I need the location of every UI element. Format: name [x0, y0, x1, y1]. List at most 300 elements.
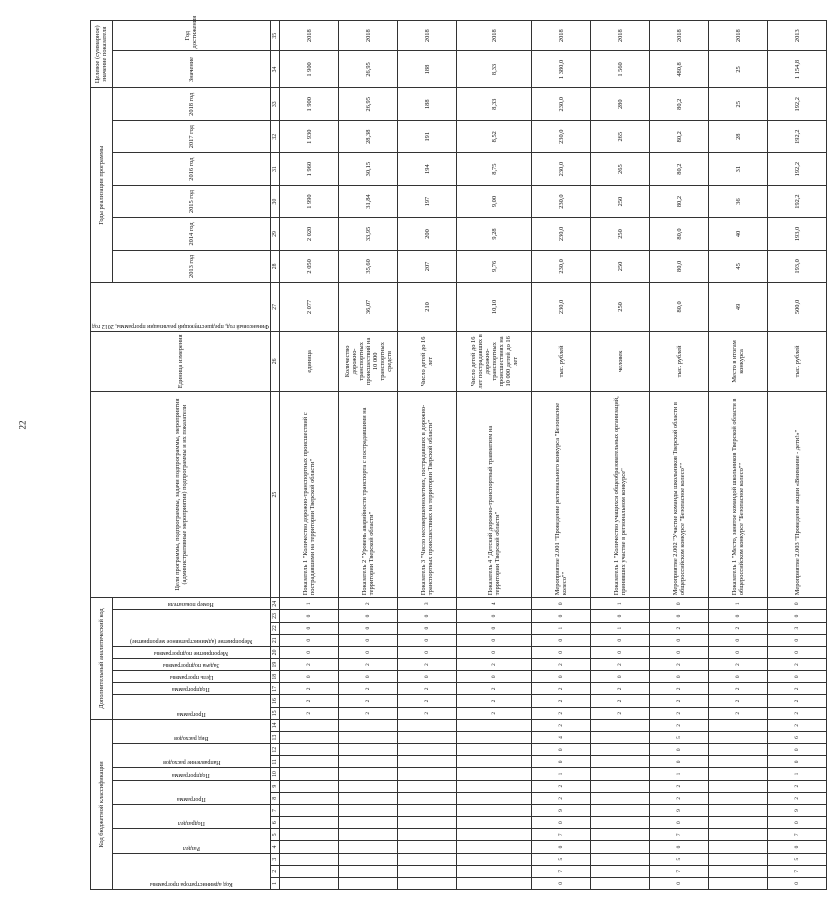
code-digit: 1 [532, 768, 591, 780]
row-year-value: 80,2 [650, 121, 709, 153]
code-digit [709, 792, 768, 804]
table-row [339, 21, 398, 890]
code-digit: 0 [650, 598, 709, 610]
row-year-value: 192,2 [768, 121, 827, 153]
header-years: Годы реализации программы [91, 88, 113, 283]
code-digit [591, 756, 650, 768]
code-digit: 0 [709, 610, 768, 622]
column-number: 7 [271, 804, 280, 816]
code-digit [457, 744, 532, 756]
row-unit: единица [280, 331, 339, 391]
code-digit [591, 877, 650, 889]
header-admin-measure: Мероприятие (административное мероприятие) [130, 637, 253, 644]
column-number: 11 [271, 756, 280, 768]
row-target-year: 2018 [709, 21, 768, 51]
code-digit [457, 853, 532, 865]
column-number: 13 [271, 731, 280, 743]
row-year-value: 197 [398, 185, 457, 217]
code-digit [339, 865, 398, 877]
code-digit: 2 [768, 707, 827, 719]
code-digit [339, 744, 398, 756]
column-number: 20 [271, 646, 280, 658]
code-digit: 2 [650, 719, 709, 731]
code-digit: 2 [457, 707, 532, 719]
code-digit: 0 [398, 646, 457, 658]
code-digit: 0 [280, 634, 339, 646]
column-number: 35 [271, 21, 280, 51]
code-digit [591, 817, 650, 829]
code-digit [398, 877, 457, 889]
row-base-2012: 49 [709, 283, 768, 332]
code-digit: 1 [650, 768, 709, 780]
code-digit: 0 [709, 646, 768, 658]
column-number: 25 [271, 391, 280, 597]
column-number: 33 [271, 88, 280, 121]
row-unit: тыс. рублей [768, 331, 827, 391]
row-year-value: 1 930 [280, 121, 339, 153]
row-target-year: 2018 [532, 21, 591, 51]
page-number: 22 [17, 420, 28, 430]
code-digit: 2 [532, 719, 591, 731]
row-year-value: 230,0 [532, 153, 591, 185]
row-description: Показатель 2 "Уровень аварийности транспорта с пострадавшими на территории Тверской области" [339, 391, 398, 597]
code-digit: 0 [650, 756, 709, 768]
code-digit: 2 [532, 780, 591, 792]
code-digit: 2 [280, 707, 339, 719]
code-digit: 9 [768, 804, 827, 816]
code-digit: 0 [339, 671, 398, 683]
code-digit: 0 [532, 610, 591, 622]
code-digit: 7 [768, 865, 827, 877]
row-unit: Число детей до 16 лет [398, 331, 457, 391]
header-subprogram: Подпрограмма [172, 686, 211, 693]
code-digit [280, 731, 339, 743]
code-digit: 0 [457, 610, 532, 622]
code-digit: 2 [768, 792, 827, 804]
row-description: Мероприятие 2.001 "Проведение регионального конкурса "Безопасное колесо"" [532, 391, 591, 597]
column-number: 9 [271, 780, 280, 792]
column-number: 18 [271, 671, 280, 683]
code-digit: 0 [768, 671, 827, 683]
header-group-extra-code: Дополнительный аналитический код [91, 598, 113, 720]
row-year-value: 8,52 [457, 121, 532, 153]
code-digit: 7 [650, 829, 709, 841]
code-digit [591, 780, 650, 792]
code-digit: 0 [591, 634, 650, 646]
column-number: 32 [271, 121, 280, 153]
row-base-2012: 250 [591, 283, 650, 332]
column-number: 4 [271, 841, 280, 853]
code-digit: 0 [591, 610, 650, 622]
column-number: 30 [271, 185, 280, 217]
row-year-value: 230,0 [532, 250, 591, 282]
row-year-value: 265 [591, 121, 650, 153]
code-digit: 1 [532, 622, 591, 634]
column-number: 14 [271, 719, 280, 731]
code-digit: 2 [709, 695, 768, 707]
code-digit: 5 [532, 853, 591, 865]
code-digit: 5 [768, 853, 827, 865]
row-year-value: 192,2 [768, 153, 827, 185]
code-digit: 1 [591, 622, 650, 634]
row-year-value: 265 [591, 153, 650, 185]
row-year-value: 280 [591, 88, 650, 121]
code-digit: 2 [339, 598, 398, 610]
code-digit [398, 865, 457, 877]
code-digit: 0 [768, 610, 827, 622]
code-digit [280, 853, 339, 865]
code-digit [398, 841, 457, 853]
code-digit [709, 780, 768, 792]
code-digit [339, 829, 398, 841]
row-year-value: 192,2 [768, 88, 827, 121]
code-digit: 2 [650, 780, 709, 792]
code-digit: 1 [280, 598, 339, 610]
program-indicators-table [90, 15, 827, 890]
code-digit [591, 744, 650, 756]
row-year-value: 8,33 [457, 88, 532, 121]
code-digit: 0 [339, 634, 398, 646]
code-digit: 7 [650, 865, 709, 877]
code-digit: 0 [339, 646, 398, 658]
row-year-value: 9,76 [457, 250, 532, 282]
code-digit: 0 [650, 634, 709, 646]
row-description: Показатель 1 "Место, занятое командой школьников Тверской области в общероссийском конкурсе "Безопасное колесо"" [709, 391, 768, 597]
code-digit: 0 [532, 744, 591, 756]
code-digit [339, 841, 398, 853]
row-year-value: 1 990 [280, 185, 339, 217]
table-row [280, 21, 339, 890]
code-digit [457, 829, 532, 841]
row-unit: Число детей до 16 лет пострадавших в дорожно-транспортных происшествиях на 10 000 детей до 16 лет [457, 331, 532, 391]
header-target: Целевое (суммарное) значение показателя [91, 21, 113, 89]
header-expense-type: Вид расходов [174, 735, 209, 742]
column-number: 29 [271, 218, 280, 250]
row-unit: человек [591, 331, 650, 391]
code-digit [398, 731, 457, 743]
code-digit: 2 [768, 695, 827, 707]
code-digit [339, 768, 398, 780]
code-digit: 0 [650, 817, 709, 829]
code-digit: 2 [398, 695, 457, 707]
code-digit: 5 [650, 731, 709, 743]
code-digit [280, 877, 339, 889]
header-indicator-num: Номер показателя [168, 601, 215, 608]
header-year-2018: 2018 год [112, 88, 271, 121]
code-digit: 6 [768, 731, 827, 743]
row-year-value: 25 [709, 88, 768, 121]
column-number: 21 [271, 634, 280, 646]
row-year-value: 250 [591, 185, 650, 217]
code-digit: 4 [457, 598, 532, 610]
header-year-2015: 2015 год [112, 185, 271, 217]
row-target-year: 2018 [457, 21, 532, 51]
column-number: 15 [271, 707, 280, 719]
header-direction: Направление расходов [162, 759, 221, 766]
row-year-value: 230,0 [532, 218, 591, 250]
code-digit [457, 792, 532, 804]
row-year-value: 1 960 [280, 153, 339, 185]
header-section: Раздел [182, 844, 200, 851]
code-digit [709, 877, 768, 889]
code-digit [457, 719, 532, 731]
column-number: 1 [271, 877, 280, 889]
header-task: Задача подпрограммы [163, 662, 220, 669]
code-digit: 2 [768, 719, 827, 731]
code-digit [398, 744, 457, 756]
row-unit: тыс. рублей [532, 331, 591, 391]
code-digit: 2 [591, 683, 650, 695]
code-digit [280, 817, 339, 829]
code-digit [457, 841, 532, 853]
code-digit: 1 [591, 598, 650, 610]
row-year-value: 80,2 [650, 88, 709, 121]
table-row [650, 21, 709, 890]
code-digit: 0 [457, 671, 532, 683]
row-base-2012: 210 [398, 283, 457, 332]
row-description: Мероприятие 2.002 "Участие команды школьников Тверской области в общероссийском конкурсе "Безопасное колесо"" [650, 391, 709, 597]
code-digit: 0 [768, 877, 827, 889]
row-year-value: 200 [398, 218, 457, 250]
row-base-2012: 500,0 [768, 283, 827, 332]
code-digit: 0 [532, 877, 591, 889]
row-year-value: 230,0 [532, 88, 591, 121]
column-number: 34 [271, 51, 280, 88]
column-number: 5 [271, 829, 280, 841]
code-digit [709, 829, 768, 841]
table-row [768, 21, 827, 890]
code-digit: 0 [709, 634, 768, 646]
code-digit [280, 804, 339, 816]
table-row [398, 21, 457, 890]
header-program: Программа [176, 710, 206, 717]
row-year-value: 230,0 [532, 185, 591, 217]
code-digit [280, 829, 339, 841]
row-year-value: 191 [398, 121, 457, 153]
rotated-sheet [80, 0, 801, 905]
code-digit [398, 756, 457, 768]
row-target-value: 26,95 [339, 51, 398, 88]
code-digit [280, 865, 339, 877]
column-number: 10 [271, 768, 280, 780]
code-digit [398, 829, 457, 841]
code-digit: 0 [768, 646, 827, 658]
column-number: 16 [271, 695, 280, 707]
code-digit [339, 817, 398, 829]
row-target-value: 1 380,0 [532, 51, 591, 88]
code-digit [591, 792, 650, 804]
code-digit: 0 [398, 671, 457, 683]
code-digit: 0 [650, 877, 709, 889]
row-year-value: 33,95 [339, 218, 398, 250]
code-digit: 2 [532, 683, 591, 695]
code-digit [709, 865, 768, 877]
table-row [532, 21, 591, 890]
code-digit: 3 [398, 598, 457, 610]
code-digit: 2 [532, 707, 591, 719]
row-description: Показатель 4 "Детский дорожно-транспортный травматизм на территории Тверской области" [457, 391, 532, 597]
code-digit [339, 804, 398, 816]
row-target-value: 1 900 [280, 51, 339, 88]
code-digit: 0 [532, 756, 591, 768]
code-digit: 9 [650, 804, 709, 816]
row-year-value: 9,00 [457, 185, 532, 217]
code-digit [709, 841, 768, 853]
row-year-value: 9,28 [457, 218, 532, 250]
row-year-value: 31,84 [339, 185, 398, 217]
header-year-2013: 2013 год [112, 250, 271, 282]
code-digit: 7 [768, 829, 827, 841]
code-digit [457, 768, 532, 780]
code-digit: 0 [398, 610, 457, 622]
code-digit [280, 744, 339, 756]
code-digit: 2 [339, 683, 398, 695]
column-number: 24 [271, 598, 280, 610]
code-digit: 2 [709, 622, 768, 634]
row-base-2012: 80,0 [650, 283, 709, 332]
code-digit [591, 841, 650, 853]
code-digit [339, 731, 398, 743]
code-digit: 7 [532, 829, 591, 841]
code-digit [398, 817, 457, 829]
code-digit: 0 [532, 841, 591, 853]
code-digit: 2 [339, 707, 398, 719]
code-digit [339, 853, 398, 865]
header-target-value: Значение [112, 51, 271, 88]
code-digit: 2 [532, 695, 591, 707]
row-target-year: 2018 [650, 21, 709, 51]
code-digit [280, 768, 339, 780]
code-digit: 0 [398, 622, 457, 634]
row-year-value: 28 [709, 121, 768, 153]
code-digit: 0 [650, 671, 709, 683]
code-digit [398, 853, 457, 865]
code-digit [457, 780, 532, 792]
code-digit: 2 [532, 659, 591, 671]
code-digit: 0 [768, 817, 827, 829]
code-digit: 2 [591, 707, 650, 719]
code-digit [591, 719, 650, 731]
code-digit: 0 [457, 622, 532, 634]
code-digit [709, 817, 768, 829]
column-number: 8 [271, 792, 280, 804]
code-digit: 2 [280, 659, 339, 671]
row-target-value: 480,8 [650, 51, 709, 88]
code-digit: 9 [532, 804, 591, 816]
row-target-value: 25 [709, 51, 768, 88]
code-digit: 0 [339, 622, 398, 634]
row-target-value: 8,33 [457, 51, 532, 88]
code-digit [398, 719, 457, 731]
row-year-value: 193,0 [768, 250, 827, 282]
row-year-value: 2 020 [280, 218, 339, 250]
code-digit [457, 865, 532, 877]
row-target-year: 2018 [339, 21, 398, 51]
row-year-value: 192,2 [768, 185, 827, 217]
header-measure: Мероприятие подпрограммы [154, 650, 229, 656]
code-digit: 0 [532, 671, 591, 683]
code-digit [591, 804, 650, 816]
header-year-2016: 2016 год [112, 153, 271, 185]
column-number: 28 [271, 250, 280, 282]
code-digit: 0 [650, 744, 709, 756]
code-digit [709, 804, 768, 816]
code-digit [398, 792, 457, 804]
code-digit: 2 [339, 695, 398, 707]
code-digit: 0 [280, 646, 339, 658]
code-digit: 2 [768, 780, 827, 792]
header-year-2017: 2017 год [112, 121, 271, 153]
code-digit: 0 [591, 671, 650, 683]
code-digit: 2 [768, 683, 827, 695]
row-year-value: 193,0 [768, 218, 827, 250]
row-target-year: 2013 [768, 21, 827, 51]
code-digit: 0 [532, 598, 591, 610]
column-number: 6 [271, 817, 280, 829]
code-digit: 0 [280, 610, 339, 622]
column-number: 23 [271, 610, 280, 622]
code-digit: 2 [532, 792, 591, 804]
row-year-value: 45 [709, 250, 768, 282]
code-digit: 2 [709, 707, 768, 719]
code-digit [280, 780, 339, 792]
code-digit [591, 829, 650, 841]
row-base-2012: 36,07 [339, 283, 398, 332]
row-year-value: 26,95 [339, 88, 398, 121]
code-digit: 0 [280, 622, 339, 634]
code-digit [398, 768, 457, 780]
row-target-year: 2018 [398, 21, 457, 51]
code-digit: 2 [768, 659, 827, 671]
row-target-year: 2018 [591, 21, 650, 51]
code-digit: 2 [650, 683, 709, 695]
code-digit [457, 731, 532, 743]
table-row [591, 21, 650, 890]
row-year-value: 40 [709, 218, 768, 250]
code-digit [339, 719, 398, 731]
row-base-2012: 10,10 [457, 283, 532, 332]
code-digit: 2 [650, 792, 709, 804]
code-digit: 0 [591, 646, 650, 658]
code-digit [398, 780, 457, 792]
code-digit [709, 756, 768, 768]
code-digit: 2 [457, 683, 532, 695]
code-digit: 2 [591, 659, 650, 671]
row-year-value: 80,0 [650, 218, 709, 250]
code-digit [591, 768, 650, 780]
header-cs-subprogram: Подпрограмма [172, 771, 211, 778]
code-digit [339, 756, 398, 768]
code-digit: 0 [768, 756, 827, 768]
row-description: Показатель 1 "Количество учащихся общеобразовательных организаций, принявших участие в региональном конкурсе" [591, 391, 650, 597]
code-digit: 0 [532, 634, 591, 646]
code-digit: 0 [768, 634, 827, 646]
code-digit: 0 [709, 671, 768, 683]
row-unit: Место в итогам конкурса [709, 331, 768, 391]
code-digit: 2 [398, 707, 457, 719]
code-digit: 2 [591, 695, 650, 707]
row-year-value: 35,60 [339, 250, 398, 282]
code-digit [398, 804, 457, 816]
row-unit: тыс. рублей [650, 331, 709, 391]
code-digit: 0 [650, 610, 709, 622]
column-number: 31 [271, 153, 280, 185]
row-description: Мероприятие 2.003 "Проведение акции «Внимание - дети!»" [768, 391, 827, 597]
column-number: 2 [271, 865, 280, 877]
row-base-2012: 2 077 [280, 283, 339, 332]
code-digit: 2 [398, 683, 457, 695]
row-target-value: 188 [398, 51, 457, 88]
